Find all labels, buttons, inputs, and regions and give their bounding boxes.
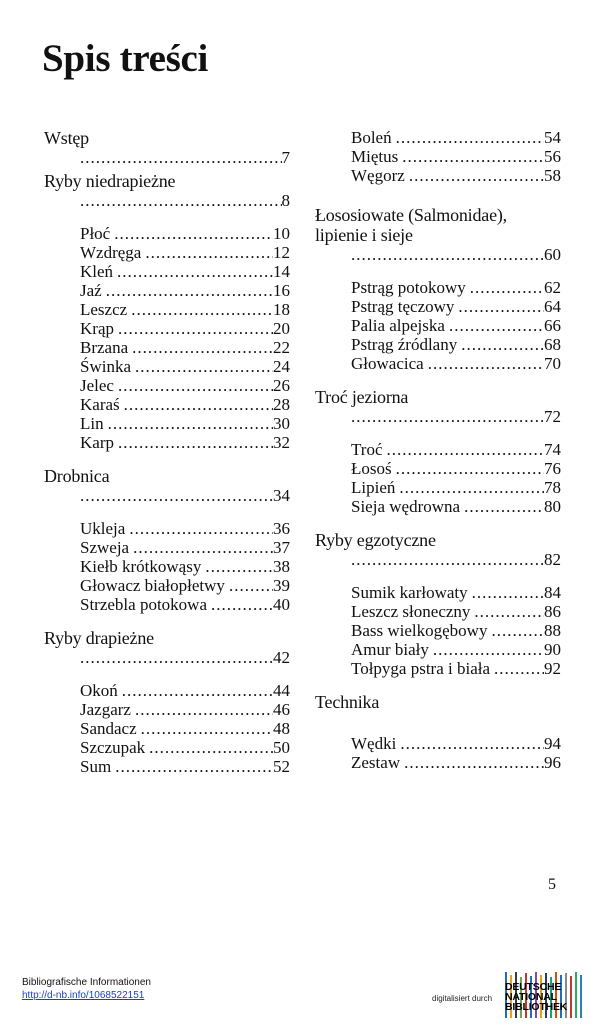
toc-entry-name: Boleń <box>351 128 392 147</box>
toc-entry-page: 62 <box>544 278 561 297</box>
toc-leader-dots <box>458 297 544 316</box>
toc-entry-page: 74 <box>544 440 561 459</box>
toc-entry-page: 76 <box>544 459 561 478</box>
toc-leader-dots <box>122 681 273 700</box>
toc-entry-page: 94 <box>544 734 561 753</box>
toc-entry-page: 54 <box>544 128 561 147</box>
toc-entry-page: 70 <box>544 354 561 373</box>
toc-entry <box>80 700 290 719</box>
toc-entry-name: Jaź <box>80 281 102 300</box>
toc-leader-dots <box>80 648 273 667</box>
toc-leader-dots <box>124 395 273 414</box>
toc-entry <box>80 433 290 452</box>
toc-section-page-row <box>351 550 561 569</box>
toc-entry <box>80 338 290 357</box>
toc-leader-dots <box>404 753 544 772</box>
page-title: Spis treści <box>42 37 209 80</box>
toc-entry <box>351 459 561 478</box>
toc-entry <box>351 659 561 678</box>
toc-entry <box>80 357 290 376</box>
toc-section-page: 60 <box>544 245 561 264</box>
toc-entry <box>80 681 290 700</box>
toc-entry-name: Troć <box>351 440 383 459</box>
toc-entry-name: Sandacz <box>80 719 137 738</box>
toc-leader-dots <box>106 281 273 300</box>
toc-entry <box>351 602 561 621</box>
toc-entry <box>351 734 561 753</box>
toc-section-title: Wstęp <box>44 128 89 148</box>
toc-entry <box>80 319 290 338</box>
toc-entry-name: Ukleja <box>80 519 126 538</box>
toc-entry <box>351 335 561 354</box>
toc-entry-name: Palia alpejska <box>351 316 445 335</box>
toc-leader-dots <box>115 757 273 776</box>
toc-leader-dots <box>80 148 282 167</box>
toc-entry-page: 84 <box>544 583 561 602</box>
toc-section-title: Ryby drapieżne <box>44 628 154 648</box>
toc-leader-dots <box>402 147 544 166</box>
toc-entry <box>351 278 561 297</box>
toc-entry <box>80 595 290 614</box>
toc-entry-name: Miętus <box>351 147 399 166</box>
toc-entry <box>351 147 561 166</box>
bibliographic-info <box>22 976 151 1002</box>
toc-entry-name: Jelec <box>80 376 114 395</box>
toc-entry-name: Brzana <box>80 338 129 357</box>
toc-entry <box>80 719 290 738</box>
toc-entry-list <box>351 583 561 678</box>
toc-entry-page: 28 <box>273 395 290 414</box>
toc-leader-dots <box>491 621 544 640</box>
toc-leader-dots <box>387 440 545 459</box>
toc-leader-dots <box>118 319 273 338</box>
toc-entry-name: Krąp <box>80 319 114 338</box>
toc-section-page: 8 <box>281 191 290 210</box>
toc-entry-page: 52 <box>273 757 290 776</box>
toc-section-page: 42 <box>273 648 290 667</box>
toc-entry-name: Karp <box>80 433 114 452</box>
toc-entry-name: Pstrąg potokowy <box>351 278 466 297</box>
toc-entry-page: 78 <box>544 478 561 497</box>
toc-entry-name: Kleń <box>80 262 114 281</box>
toc-entry-page: 20 <box>273 319 290 338</box>
toc-entry-name: Głowacz białopłetwy <box>80 576 225 595</box>
toc-leader-dots <box>400 734 544 753</box>
toc-leader-dots <box>211 595 273 614</box>
toc-entry-page: 40 <box>273 595 290 614</box>
toc-entry-list <box>351 734 561 772</box>
toc-entry-name: Głowacica <box>351 354 424 373</box>
toc-leader-dots <box>80 191 282 210</box>
dnb-logo <box>503 972 583 1018</box>
toc-section-title: Drobnica <box>44 466 110 486</box>
toc-leader-dots <box>131 300 273 319</box>
toc-entry-page: 80 <box>544 497 561 516</box>
bib-label: Bibliografische Informationen <box>22 977 151 988</box>
toc-entry-page: 92 <box>544 659 561 678</box>
toc-leader-dots <box>351 550 544 569</box>
toc-leader-dots <box>474 602 544 621</box>
toc-leader-dots <box>470 278 544 297</box>
toc-entry-name: Bass wielkogębowy <box>351 621 488 640</box>
toc-entry-page: 68 <box>544 335 561 354</box>
toc-entry-list <box>351 440 561 516</box>
toc-leader-dots <box>135 357 273 376</box>
toc-entry <box>351 640 561 659</box>
toc-entry-name: Wędki <box>351 734 397 753</box>
toc-left-column <box>44 128 290 790</box>
toc-entry-page: 86 <box>544 602 561 621</box>
toc-entry-name: Sum <box>80 757 112 776</box>
toc-entry <box>80 738 290 757</box>
toc-leader-dots <box>80 486 273 505</box>
toc-entry <box>351 478 561 497</box>
toc-section-page-row <box>80 148 290 167</box>
toc-entry-name: Kiełb krótkowąsy <box>80 557 202 576</box>
toc-entry <box>80 519 290 538</box>
toc-entry <box>80 557 290 576</box>
toc-leader-dots <box>132 338 273 357</box>
toc-leader-dots <box>399 478 544 497</box>
toc-entry <box>80 395 290 414</box>
toc-entry <box>351 166 561 185</box>
toc-entry <box>80 262 290 281</box>
toc-leader-dots <box>108 414 273 433</box>
toc-entry-page: 50 <box>273 738 290 757</box>
toc-section-page: 72 <box>544 407 561 426</box>
toc-entry-name: Szczupak <box>80 738 146 757</box>
toc-entry <box>80 376 290 395</box>
toc-leader-dots <box>449 316 544 335</box>
toc-entry-page: 90 <box>544 640 561 659</box>
toc-section-page-row <box>351 407 561 426</box>
toc-section <box>315 387 561 516</box>
toc-entry-page: 46 <box>273 700 290 719</box>
toc-entry-page: 30 <box>273 414 290 433</box>
toc-entry-page: 24 <box>273 357 290 376</box>
toc-leader-dots <box>145 243 273 262</box>
toc-entry <box>351 354 561 373</box>
toc-entry-page: 26 <box>273 376 290 395</box>
toc-entry-page: 32 <box>273 433 290 452</box>
toc-leader-dots <box>141 719 273 738</box>
dnb-logo-text: DEUTSCHE NATIONAL BIBLIOTHEK <box>505 981 568 1013</box>
toc-leader-dots <box>149 738 273 757</box>
toc-entry-page: 39 <box>273 576 290 595</box>
toc-entry-page: 18 <box>273 300 290 319</box>
toc-entry-name: Sumik karłowaty <box>351 583 468 602</box>
toc-entry <box>351 583 561 602</box>
toc-entry <box>80 281 290 300</box>
toc-section <box>44 466 290 614</box>
toc-entry-name: Sieja wędrowna <box>351 497 461 516</box>
toc-entry-page: 96 <box>544 753 561 772</box>
toc-entry-page: 48 <box>273 719 290 738</box>
toc-entry-page: 10 <box>273 224 290 243</box>
toc-section-page: 7 <box>281 148 290 167</box>
toc-entry-name: Lipień <box>351 478 396 497</box>
toc-entry-name: Jazgarz <box>80 700 131 719</box>
toc-leader-dots <box>118 433 273 452</box>
toc-entry-page: 38 <box>273 557 290 576</box>
toc-entry <box>351 753 561 772</box>
toc-section <box>315 205 561 373</box>
toc-entry-page: 22 <box>273 338 290 357</box>
toc-entry-page: 88 <box>544 621 561 640</box>
toc-entry-page: 14 <box>273 262 290 281</box>
toc-section-page: 82 <box>544 550 561 569</box>
toc-entry <box>80 757 290 776</box>
toc-leader-dots <box>118 376 273 395</box>
toc-section <box>44 628 290 776</box>
toc-entry-page: 58 <box>544 166 561 185</box>
toc-section-title: Ryby egzotyczne <box>315 530 436 550</box>
toc-entry <box>80 224 290 243</box>
toc-section <box>44 171 290 452</box>
toc-entry <box>351 621 561 640</box>
toc-right-column <box>315 128 561 786</box>
digitized-by-label: digitalisiert durch <box>432 994 493 1003</box>
toc-entry <box>351 440 561 459</box>
toc-leader-dots <box>428 354 544 373</box>
toc-entry <box>80 538 290 557</box>
toc-section <box>44 128 290 167</box>
toc-leader-dots <box>461 335 544 354</box>
toc-entry-page: 64 <box>544 297 561 316</box>
toc-leader-dots <box>129 519 273 538</box>
toc-continued-list <box>351 128 561 185</box>
toc-leader-dots <box>396 128 544 147</box>
toc-entry-list <box>80 224 290 452</box>
toc-leader-dots <box>351 245 544 264</box>
toc-section-page-row <box>351 245 561 264</box>
toc-leader-dots <box>472 583 544 602</box>
toc-entry-name: Leszcz <box>80 300 128 319</box>
toc-entry-name: Zestaw <box>351 753 401 772</box>
toc-entry-name: Leszcz słoneczny <box>351 602 471 621</box>
toc-entry <box>351 297 561 316</box>
toc-entry-list <box>351 278 561 373</box>
toc-leader-dots <box>433 640 544 659</box>
toc-entry-name: Tołpyga pstra i biała <box>351 659 491 678</box>
toc-leader-dots <box>114 224 273 243</box>
toc-section-title: Łososiowate (Salmonidae), lipienie i sieje <box>315 205 507 245</box>
toc-leader-dots <box>351 407 544 426</box>
toc-leader-dots <box>135 700 273 719</box>
toc-section <box>315 692 561 772</box>
toc-entry-name: Amur biały <box>351 640 429 659</box>
toc-entry-page: 56 <box>544 147 561 166</box>
toc-section-title: Technika <box>315 692 380 712</box>
toc-entry-name: Szweja <box>80 538 130 557</box>
toc-leader-dots <box>409 166 544 185</box>
toc-section-page-row <box>80 191 290 210</box>
toc-entry-name: Pstrąg źródlany <box>351 335 458 354</box>
toc-leader-dots <box>494 659 544 678</box>
toc-entry <box>80 300 290 319</box>
toc-entry-page: 12 <box>273 243 290 262</box>
toc-section-page-row <box>80 486 290 505</box>
toc-leader-dots <box>396 459 544 478</box>
toc-entry <box>80 414 290 433</box>
toc-entry-name: Świnka <box>80 357 131 376</box>
toc-entry-name: Wzdręga <box>80 243 142 262</box>
toc-leader-dots <box>464 497 544 516</box>
toc-leader-dots <box>117 262 273 281</box>
toc-entry-name: Węgorz <box>351 166 405 185</box>
toc-leader-dots <box>205 557 273 576</box>
toc-entry-name: Łosoś <box>351 459 392 478</box>
toc-section-title: Troć jeziorna <box>315 387 409 407</box>
toc-entry <box>351 497 561 516</box>
toc-section-title: Ryby niedrapieżne <box>44 171 176 191</box>
toc-entry <box>351 316 561 335</box>
toc-entry-name: Lin <box>80 414 104 433</box>
toc-entry-page: 16 <box>273 281 290 300</box>
toc-entry <box>351 128 561 147</box>
toc-entry-page: 36 <box>273 519 290 538</box>
toc-section-page-row <box>80 648 290 667</box>
toc-leader-dots <box>229 576 273 595</box>
toc-entry-name: Pstrąg tęczowy <box>351 297 455 316</box>
toc-entry-name: Karaś <box>80 395 120 414</box>
toc-entry <box>80 243 290 262</box>
toc-entry-name: Strzebla potokowa <box>80 595 207 614</box>
toc-entry-page: 66 <box>544 316 561 335</box>
bib-link[interactable]: http://d-nb.info/1068522151 <box>22 990 145 1001</box>
toc-entry-list <box>80 519 290 614</box>
toc-leader-dots <box>133 538 273 557</box>
toc-section <box>315 530 561 678</box>
page-number: 5 <box>548 876 556 893</box>
toc-entry-name: Okoń <box>80 681 118 700</box>
toc-entry-list <box>80 681 290 776</box>
toc-section-page: 34 <box>273 486 290 505</box>
toc-entry <box>80 576 290 595</box>
toc-entry-page: 44 <box>273 681 290 700</box>
toc-entry-name: Płoć <box>80 224 111 243</box>
toc-entry-page: 37 <box>273 538 290 557</box>
